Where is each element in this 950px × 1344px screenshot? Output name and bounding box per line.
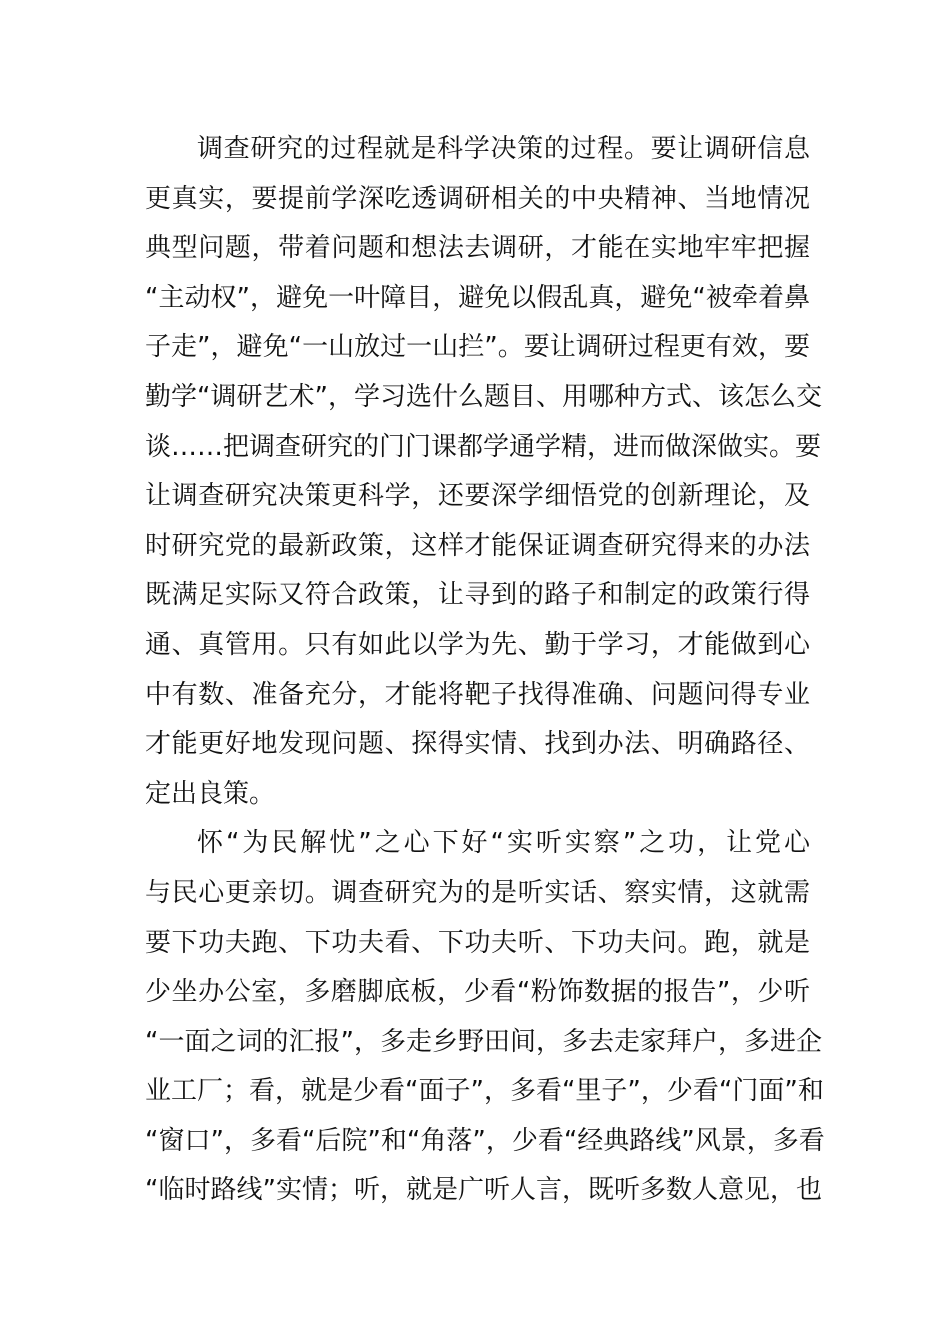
text-line: 调查研究的过程就是科学决策的过程。要让调研信息 xyxy=(197,134,810,164)
text-line: 既满足实际又符合政策，让寻到的路子和制定的政策行得 xyxy=(145,580,810,611)
text-line: 少坐办公室，多磨脚底板，少看“粉饰数据的报告”，少听 xyxy=(145,977,810,1008)
text-line: 更真实，要提前学深吃透调研相关的中央精神、当地情况 xyxy=(145,183,810,214)
text-line: 谈……把调查研究的门门课都学通学精，进而做深做实。要 xyxy=(145,431,822,462)
body-text xyxy=(145,125,825,1216)
text-line: 与民心更亲切。调查研究为的是听实话、察实情，这就需 xyxy=(145,877,810,908)
text-line: “窗口”，多看“后院”和“角落”，少看“经典路线”风景，多看 xyxy=(145,1125,825,1156)
text-line: 怀“为民解忧”之心下好“实听实察”之功，让党心 xyxy=(197,828,810,859)
text-line: 让调查研究决策更科学，还要深学细悟党的创新理论，及 xyxy=(145,481,810,512)
paragraph-2 xyxy=(145,819,825,1216)
text-line: “一面之词的汇报”，多走乡野田间，多去走家拜户，多进企 xyxy=(145,1026,822,1057)
text-line: 典型问题，带着问题和想法去调研，才能在实地牢牢把握 xyxy=(145,233,810,264)
text-line: 勤学“调研艺术”，学习选什么题目、用哪种方式、该怎么交 xyxy=(145,381,822,412)
text-line: 时研究党的最新政策，这样才能保证调查研究得来的办法 xyxy=(145,530,810,561)
text-line: 中有数、准备充分，才能将靶子找得准确、问题问得专业 xyxy=(145,679,810,710)
text-line: 子走”，避免“一山放过一山拦”。要让调研过程更有效，要 xyxy=(145,332,810,363)
text-line: 业工厂；看，就是少看“面子”，多看“里子”，少看“门面”和 xyxy=(145,1076,824,1107)
text-line: 要下功夫跑、下功夫看、下功夫听、下功夫问。跑，就是 xyxy=(145,927,810,958)
text-line: “主动权”，避免一叶障目，避免以假乱真，避免“被牵着鼻 xyxy=(145,282,810,313)
text-line: 定出良策。 xyxy=(145,778,276,809)
paragraph-1 xyxy=(145,125,822,819)
text-line: 通、真管用。只有如此以学为先、勤于学习，才能做到心 xyxy=(145,629,810,660)
text-line: 才能更好地发现问题、探得实情、找到办法、明确路径、 xyxy=(145,729,810,760)
text-line: “临时路线”实情；听，就是广听人言，既听多数人意见，也 xyxy=(145,1175,822,1206)
